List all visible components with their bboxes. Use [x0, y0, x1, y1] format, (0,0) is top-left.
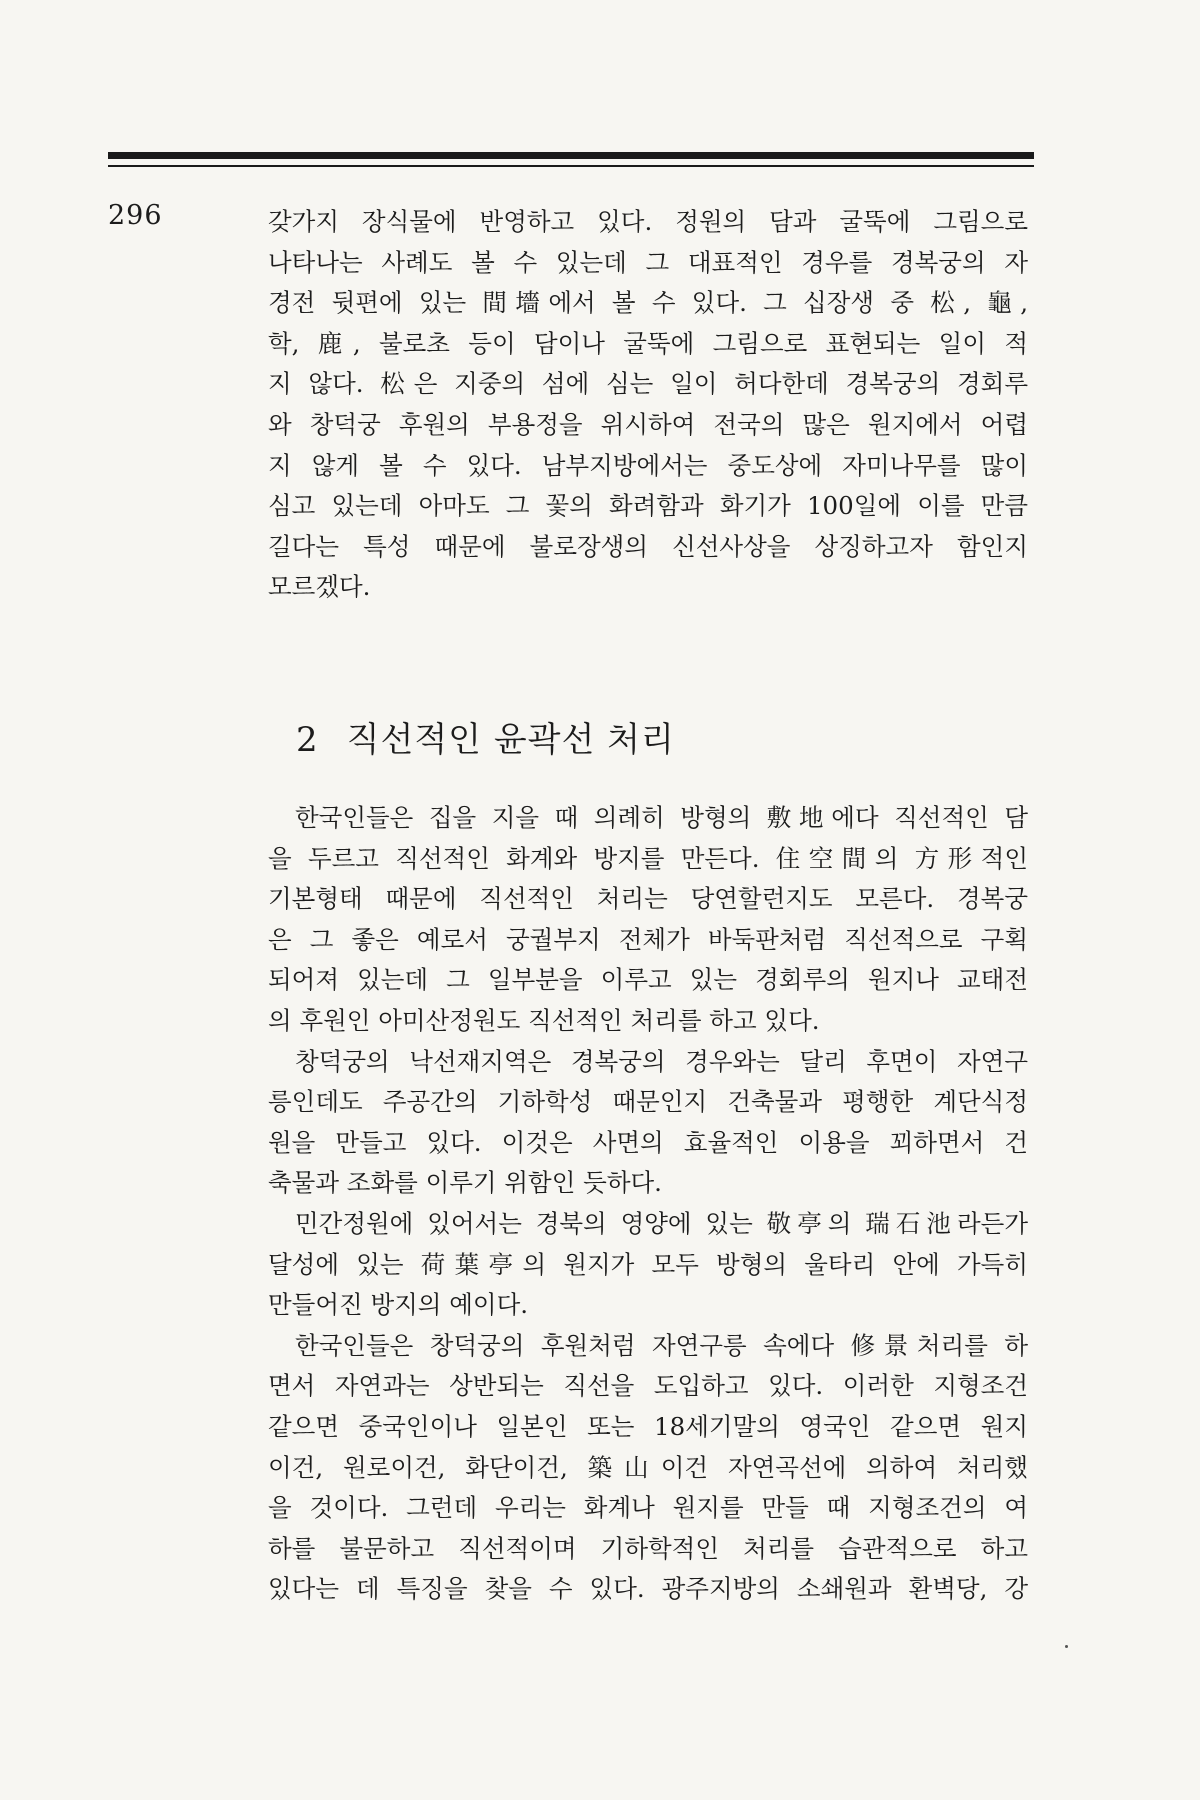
scan-speck [1065, 1645, 1068, 1648]
header-rule-thick [108, 152, 1034, 159]
text-line: 하를 불문하고 직선적이며 기하학적인 처리를 습관적으로 하고 [268, 1533, 1028, 1563]
text-line: 한국인들은 집을 지을 때 의례히 방형의 敷地에다 직선적인 담 [295, 803, 1028, 832]
text-line: 달성에 있는 荷葉亭의 원지가 모두 방형의 울타리 안에 가득히 [268, 1249, 1028, 1279]
text-line: 경전 뒷편에 있는 間墻에서 볼 수 있다. 그 십장생 중 松, 龜, [268, 288, 1028, 318]
text-line: 기본형태 때문에 직선적인 처리는 당연할런지도 모른다. 경복궁 [268, 884, 1028, 914]
text-line: 심고 있는데 아마도 그 꽃의 화려함과 화기가 100일에 이를 만큼 [268, 491, 1028, 521]
text-line: 창덕궁의 낙선재지역은 경복궁의 경우와는 달리 후면이 자연구 [295, 1046, 1028, 1076]
section-number: 2 [296, 720, 319, 760]
section-body [268, 798, 1028, 1610]
text-line: 한국인들은 창덕궁의 후원처럼 자연구릉 속에다 修景처리를 하 [295, 1330, 1028, 1360]
text-line: 길다는 특성 때문에 불로장생의 신선사상을 상징하고자 함인지 [268, 531, 1028, 561]
text-line: 을 것이다. 그런데 우리는 화계나 원지를 만들 때 지형조건의 여 [268, 1493, 1028, 1523]
section-title: 직선적인 윤곽선 처리 [346, 720, 675, 760]
text-line: 학, 鹿, 불로초 등이 담이나 굴뚝에 그림으로 표현되는 일이 적 [268, 328, 1028, 358]
text-line: 갖가지 장식물에 반영하고 있다. 정원의 담과 굴뚝에 그림으로 [268, 207, 1028, 236]
text-line: 있다는 데 특징을 찾을 수 있다. 광주지방의 소쇄원과 환벽당, 강 [268, 1574, 1028, 1604]
section-heading [296, 712, 675, 761]
text-line: 릉인데도 주공간의 기하학성 때문인지 건축물과 평행한 계단식정 [268, 1087, 1028, 1117]
top-paragraph [268, 202, 1028, 608]
text-line: 지 않게 볼 수 있다. 남부지방에서는 중도상에 자미나무를 많이 [268, 450, 1028, 480]
text-line: 되어져 있는데 그 일부분을 이루고 있는 경회루의 원지나 교태전 [268, 965, 1028, 995]
text-line: 만들어진 방지의 예이다. [268, 1290, 529, 1320]
text-line: 나타나는 사례도 볼 수 있는데 그 대표적인 경우를 경복궁의 자 [268, 247, 1028, 277]
text-line: 의 후원인 아미산정원도 직선적인 처리를 하고 있다. [268, 1005, 820, 1035]
text-line: 와 창덕궁 후원의 부용정을 위시하여 전국의 많은 원지에서 어렵 [268, 409, 1028, 439]
text-line: 민간정원에 있어서는 경북의 영양에 있는 敬亭의 瑞石池라든가 [295, 1208, 1028, 1238]
text-line: 이건, 원로이건, 화단이건, 築山이건 자연곡선에 의하여 처리했 [268, 1452, 1028, 1482]
text-line: 같으면 중국인이나 일본인 또는 18세기말의 영국인 같으면 원지 [268, 1411, 1028, 1441]
text-line: 모르겠다. [268, 572, 371, 602]
text-line: 지 않다. 松은 지중의 섬에 심는 일이 허다한데 경복궁의 경회루 [268, 369, 1028, 399]
text-line: 원을 만들고 있다. 이것은 사면의 효율적인 이용을 꾀하면서 건 [268, 1127, 1028, 1157]
text-line: 축물과 조화를 이루기 위함인 듯하다. [268, 1168, 662, 1198]
header-rule-thin [108, 165, 1034, 167]
page-number: 296 [108, 200, 163, 231]
text-line: 면서 자연과는 상반되는 직선을 도입하고 있다. 이러한 지형조건 [268, 1371, 1028, 1401]
text-line: 은 그 좋은 예로서 궁궐부지 전체가 바둑판처럼 직선적으로 구획 [268, 924, 1028, 954]
text-line: 을 두르고 직선적인 화계와 방지를 만든다. 住空間의 方形적인 [268, 843, 1028, 873]
